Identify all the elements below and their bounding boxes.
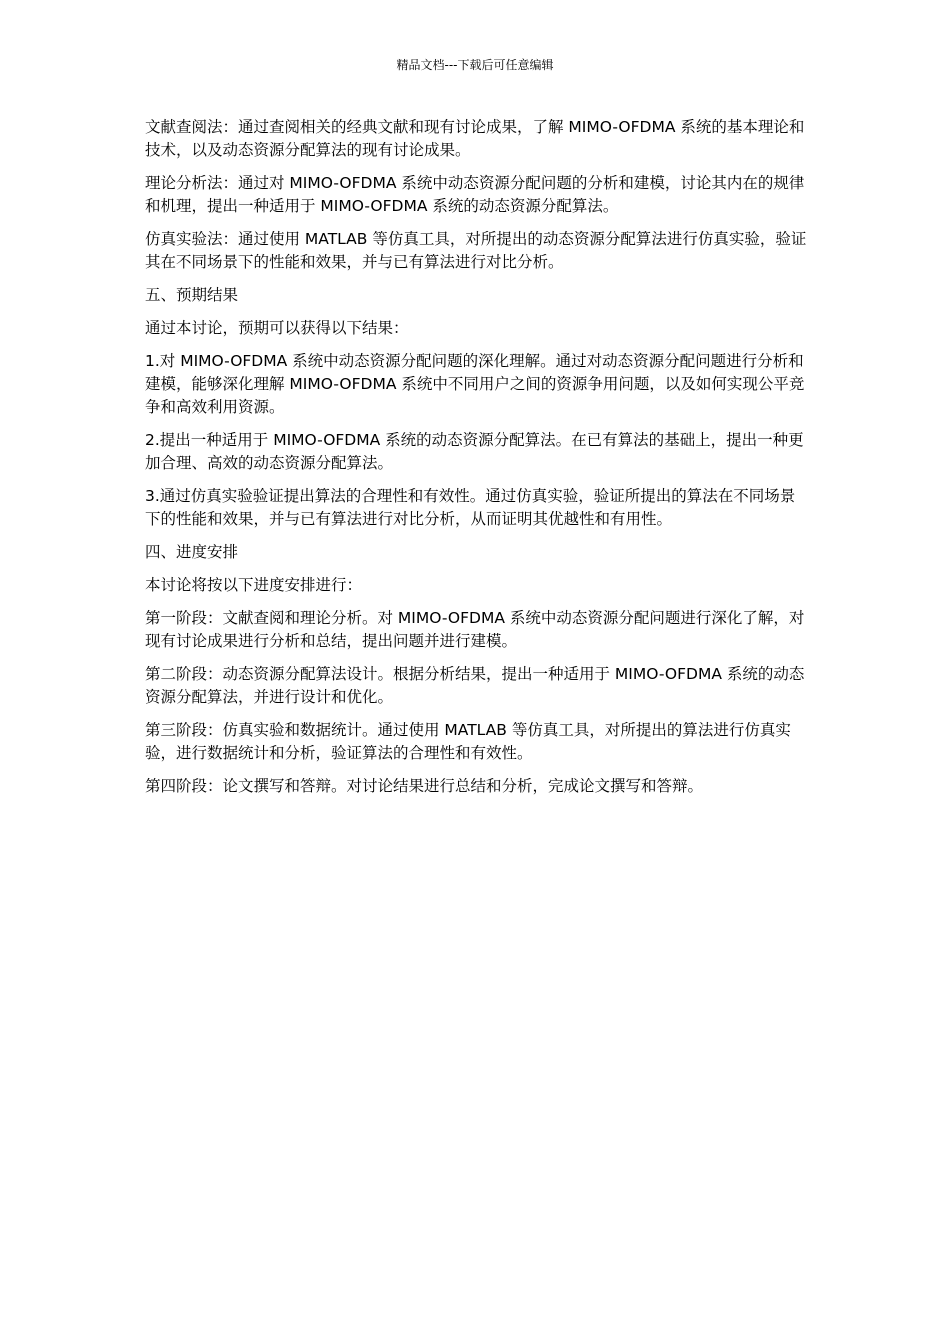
paragraph-method-literature: 文献查阅法：通过查阅相关的经典文献和现有讨论成果，了解 MIMO-OFDMA 系统的基本理论和技术，以及动态资源分配算法的现有讨论成果。 <box>145 118 805 159</box>
paragraph-phase-2: 第二阶段：动态资源分配算法设计。根据分析结果，提出一种适用于 MIMO-OFDMA 系统的动态资源分配算法，并进行设计和优化。 <box>145 665 805 706</box>
paragraph-method-simulation: 仿真实验法：通过使用 MATLAB 等仿真工具，对所提出的动态资源分配算法进行仿真实验，验证其在不同场景下的性能和效果，并与已有算法进行对比分析。 <box>145 230 807 271</box>
page-header: 精品文档---下载后可任意编辑 <box>396 58 554 72</box>
paragraph-phase-1: 第一阶段：文献查阅和理论分析。对 MIMO-OFDMA 系统中动态资源分配问题进行深化了解，对现有讨论成果进行分析和总结，提出问题并进行建模。 <box>145 609 805 650</box>
paragraph-results-intro: 通过本讨论，预期可以获得以下结果： <box>145 319 409 337</box>
paragraph-phase-3: 第三阶段：仿真实验和数据统计。通过使用 MATLAB 等仿真工具，对所提出的算法进行仿真实验，进行数据统计和分析，验证算法的合理性和有效性。 <box>145 721 791 762</box>
paragraph-schedule-intro: 本讨论将按以下进度安排进行： <box>145 576 363 594</box>
paragraph-result-3: 3.通过仿真实验验证提出算法的合理性和有效性。通过仿真实验，验证所提出的算法在不同场景下的性能和效果，并与已有算法进行对比分析，从而证明其优越性和有用性。 <box>145 487 796 528</box>
document-body <box>145 116 807 808</box>
paragraph-phase-4: 第四阶段：论文撰写和答辩。对讨论结果进行总结和分析，完成论文撰写和答辩。 <box>145 777 704 795</box>
paragraph-result-1: 1.对 MIMO-OFDMA 系统中动态资源分配问题的深化理解。通过对动态资源分配问题进行分析和建模，能够深化理解 MIMO-OFDMA 系统中不同用户之间的资源争用问题，以及如何实现公平竞争和高效利用资源。 <box>145 352 805 416</box>
paragraph-result-2: 2.提出一种适用于 MIMO-OFDMA 系统的动态资源分配算法。在已有算法的基础上，提出一种更加合理、高效的动态资源分配算法。 <box>145 431 804 472</box>
paragraph-method-theory: 理论分析法：通过对 MIMO-OFDMA 系统中动态资源分配问题的分析和建模，讨论其内在的规律和机理，提出一种适用于 MIMO-OFDMA 系统的动态资源分配算法。 <box>145 174 805 215</box>
section-heading-schedule: 四、进度安排 <box>145 543 239 561</box>
section-heading-expected-results: 五、预期结果 <box>145 286 239 304</box>
